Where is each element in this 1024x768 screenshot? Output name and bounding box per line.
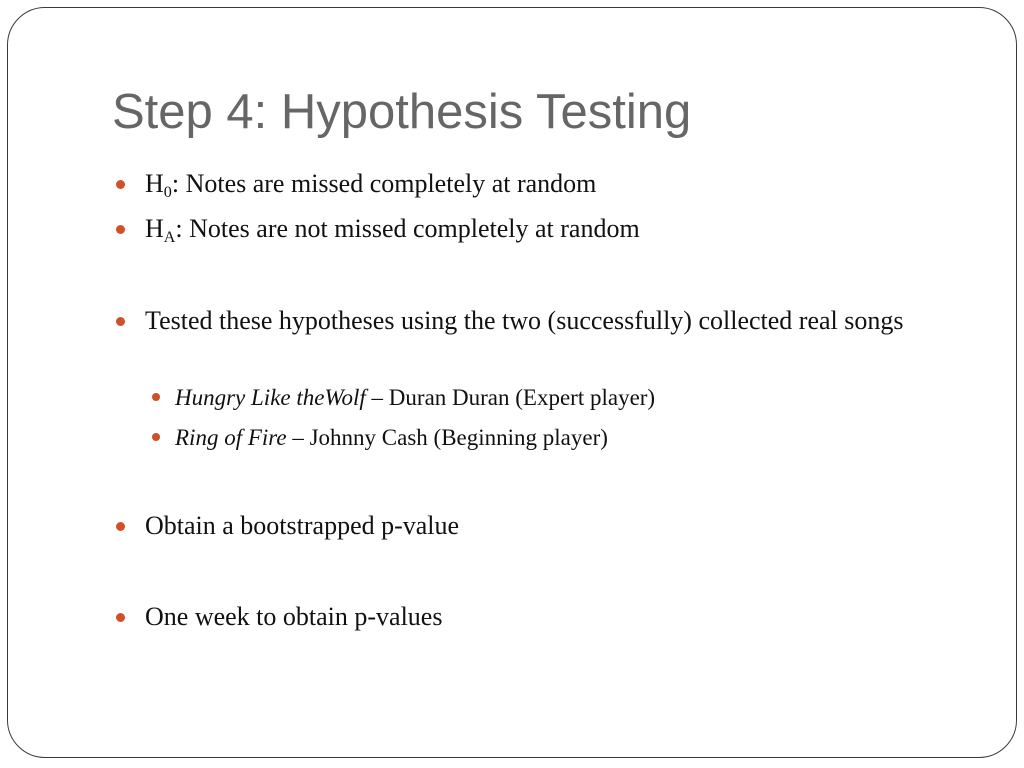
song-title: Hungry Like theWolf: [175, 385, 366, 410]
bullet-tested-hypotheses: Tested these hypotheses using the two (successfully) collected real songs: [145, 306, 904, 335]
h-subscript: 0: [163, 183, 172, 201]
bullet-dot: [116, 225, 125, 234]
bullet-dot: [116, 522, 125, 531]
h-letter: H: [145, 169, 164, 198]
bullet-bootstrapped-p-value: Obtain a bootstrapped p-value: [145, 511, 460, 540]
sub-bullet-dot: [152, 393, 160, 401]
song-artist: – Johnny Cash (Beginning player): [286, 425, 608, 450]
slide-title: Step 4: Hypothesis Testing: [112, 85, 692, 139]
h-subscript: A: [163, 228, 176, 246]
sub-bullet-song-1: [175, 382, 655, 414]
bullet-alternative-hypothesis: [145, 211, 640, 247]
bullet-dot: [116, 317, 125, 326]
bullet-dot: [116, 180, 125, 189]
bullet-null-hypothesis: [145, 166, 596, 202]
song-title: Ring of Fire: [175, 425, 287, 450]
bullet-one-week: One week to obtain p-values: [145, 602, 443, 631]
bullet-text: : Notes are not missed completely at random: [175, 214, 640, 243]
bullet-text: : Notes are missed completely at random: [171, 169, 597, 198]
h-letter: H: [145, 214, 164, 243]
sub-bullet-song-2: [175, 422, 608, 454]
bullet-dot: [116, 613, 125, 622]
sub-bullet-dot: [152, 433, 160, 441]
song-artist: – Duran Duran (Expert player): [365, 385, 656, 410]
